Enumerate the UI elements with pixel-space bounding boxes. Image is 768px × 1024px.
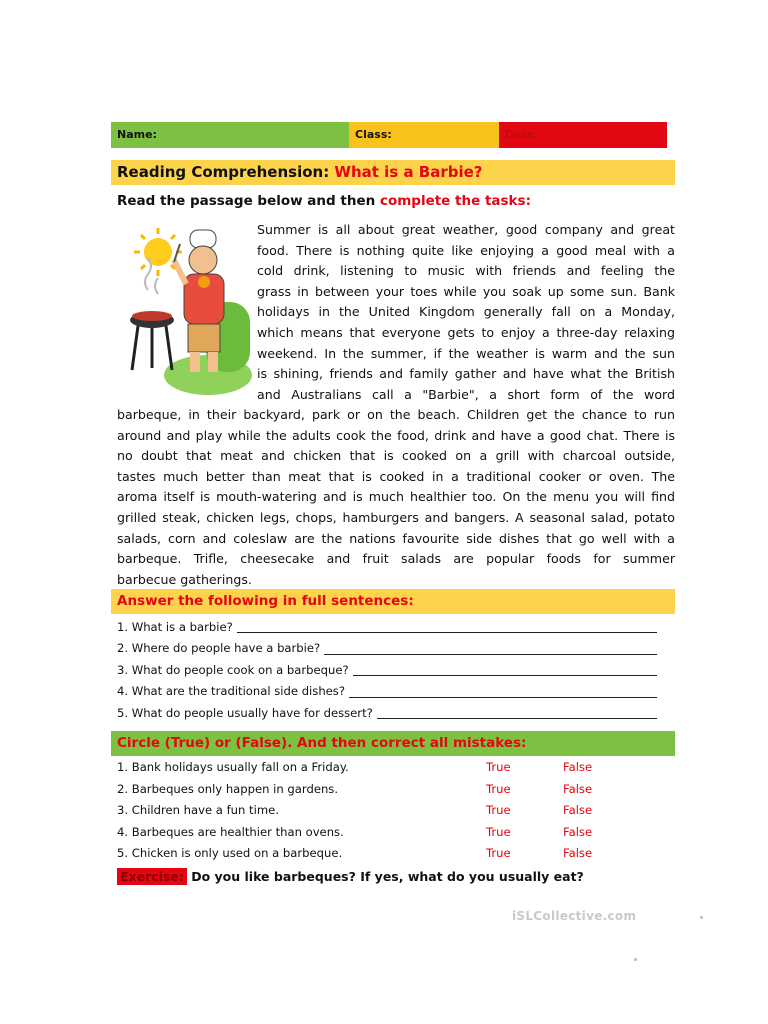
passage-line: food. There is nothing quite like enjoying a good meal with a — [257, 242, 675, 258]
tf-row — [117, 756, 617, 778]
false-option[interactable]: False — [563, 781, 593, 796]
true-option[interactable]: True — [486, 846, 511, 861]
passage-line: barbeque. Trifle, cheesecake and fruit salads are popular foods for summer — [117, 551, 675, 567]
instruction-prefix: Read the passage below and then — [117, 193, 380, 209]
tf-statement: 4. Barbeques are healthier than ovens. — [117, 824, 344, 839]
question-text: 3. What do people cook on a barbeque? — [117, 662, 349, 677]
passage-line: holidays in the United Kingdom generally fall on a Monday, — [257, 304, 675, 320]
passage-line: grilled steak, chicken legs, chops, hamburgers and bangers. A seasonal salad, potato — [117, 509, 675, 525]
name-field[interactable]: Name: — [111, 122, 349, 148]
passage-side — [257, 220, 675, 405]
grill-icon — [130, 311, 174, 370]
answer-line[interactable] — [237, 632, 657, 633]
true-option[interactable]: True — [486, 781, 511, 796]
answer-line[interactable] — [353, 675, 657, 676]
instruction — [117, 193, 531, 209]
question-text: 4. What are the traditional side dishes? — [117, 684, 345, 699]
answer-line[interactable] — [324, 654, 657, 655]
tf-heading: Circle (True) or (False). And then correct all mistakes: — [111, 731, 675, 756]
passage-line: around and play while the adults cook the food, drink and have a good chat. There is — [117, 427, 675, 443]
answer-line[interactable] — [377, 718, 657, 719]
questions-heading: Answer the following in full sentences: — [111, 589, 675, 614]
passage-line: barbecue gatherings. — [117, 571, 252, 587]
passage-line: and Australians call a "Barbie", a short form of the word — [257, 386, 675, 402]
passage-line: which means that everyone gets to enjoy a three-day relaxing — [257, 324, 675, 340]
date-field[interactable]: Date: — [499, 122, 667, 148]
exercise-text: Do you like barbeques? If yes, what do you usually eat? — [186, 869, 584, 884]
passage-line: is shining, friends and family gather and have what the British — [257, 366, 675, 382]
false-option[interactable]: False — [563, 803, 593, 818]
question-row — [117, 660, 657, 681]
true-option[interactable]: True — [486, 824, 511, 839]
passage-full — [117, 405, 675, 590]
passage-line: grass in between your toes while you soak up some sun. Bank — [257, 283, 675, 299]
question-text: 1. What is a barbie? — [117, 619, 233, 634]
title-prefix: Reading Comprehension: — [117, 163, 335, 181]
false-option[interactable]: False — [563, 824, 593, 839]
question-row — [117, 617, 657, 638]
barbecue-chef-illustration — [118, 220, 254, 400]
exercise-tag: Exercise: — [117, 868, 187, 885]
question-row — [117, 703, 657, 724]
passage-line: no doubt that meat and chicken that is cooked on a grill with charcoal outside, — [117, 448, 675, 464]
passage-line: Summer is all about great weather, good company and great — [257, 222, 675, 237]
tf-row — [117, 821, 617, 843]
title-main: What is a Barbie? — [334, 163, 483, 181]
tf-statement: 1. Bank holidays usually fall on a Friday. — [117, 760, 349, 774]
decorative-dot — [700, 916, 703, 919]
tf-statement: 3. Children have a fun time. — [117, 803, 279, 818]
tf-row — [117, 778, 617, 800]
true-option[interactable]: True — [486, 760, 511, 774]
passage-line: tastes much better than meat that is cooked in a traditional cooker or oven. The — [117, 468, 675, 484]
class-field[interactable]: Class: — [349, 122, 499, 148]
instruction-highlight: complete the tasks: — [379, 193, 531, 209]
question-text: 5. What do people usually have for dessert? — [117, 705, 373, 720]
exercise — [117, 869, 584, 884]
watermark: iSLCollective.com — [512, 909, 637, 923]
title-band — [111, 160, 675, 185]
question-row — [117, 681, 657, 702]
tf-row — [117, 842, 617, 864]
tf-row — [117, 799, 617, 821]
tf-statement: 5. Chicken is only used on a barbeque. — [117, 846, 343, 861]
questions-list — [117, 617, 657, 724]
tf-statement: 2. Barbeques only happen in gardens. — [117, 781, 339, 796]
false-option[interactable]: False — [563, 846, 593, 861]
header-bar — [111, 122, 667, 148]
passage-line: cold drink, listening to music with friends and feeling the — [257, 263, 675, 279]
false-option[interactable]: False — [563, 760, 593, 774]
passage-line: weekend. In the summer, if the weather is warm and the sun — [257, 345, 675, 361]
true-option[interactable]: True — [486, 803, 511, 818]
passage-line: aroma itself is mouth-watering and is much healthier too. On the menu you will find — [117, 489, 675, 505]
decorative-dot — [634, 958, 637, 961]
question-text: 2. Where do people have a barbie? — [117, 641, 321, 656]
sun-icon — [134, 228, 182, 276]
question-row — [117, 638, 657, 659]
answer-line[interactable] — [349, 697, 657, 698]
passage-line: salads, corn and coleslaw are the nations favourite side dishes that go well with a — [117, 530, 675, 546]
passage-line: barbeque, in their backyard, park or on the beach. Children get the chance to run — [117, 407, 675, 422]
